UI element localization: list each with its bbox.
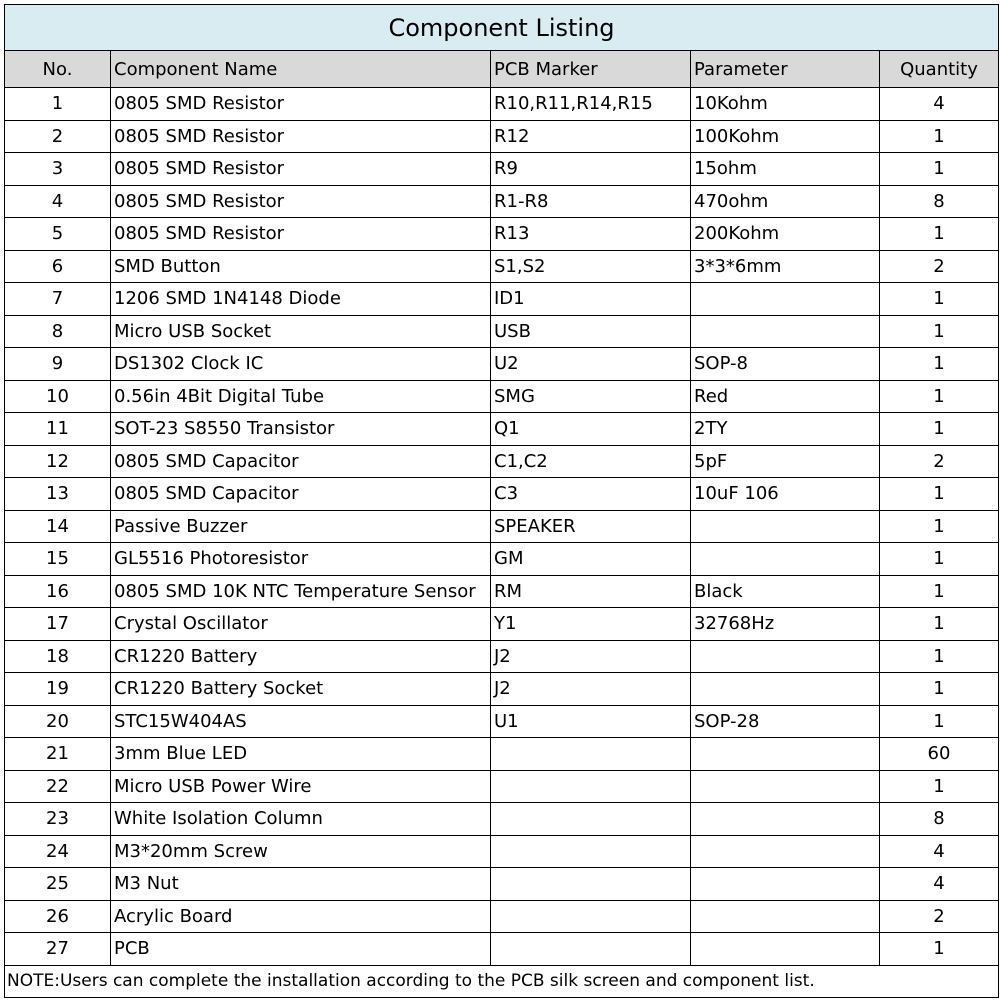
cell-parameter: 10uF 106	[691, 478, 880, 511]
table-row	[5, 738, 999, 771]
table-row	[5, 640, 999, 673]
table-body	[5, 88, 999, 966]
cell-quantity: 4	[880, 88, 999, 121]
cell-no: 22	[5, 770, 111, 803]
cell-component-name: 3mm Blue LED	[111, 738, 491, 771]
cell-no: 7	[5, 283, 111, 316]
table-row	[5, 88, 999, 121]
cell-component-name: Micro USB Power Wire	[111, 770, 491, 803]
table-title: Component Listing	[5, 5, 999, 51]
cell-quantity: 4	[880, 835, 999, 868]
cell-pcb-marker	[491, 900, 691, 933]
table-row	[5, 770, 999, 803]
cell-pcb-marker: R12	[491, 120, 691, 153]
table-row	[5, 478, 999, 511]
cell-component-name: DS1302 Clock IC	[111, 348, 491, 381]
cell-component-name: 0805 SMD Resistor	[111, 153, 491, 186]
table-row	[5, 348, 999, 381]
cell-parameter: Red	[691, 380, 880, 413]
cell-component-name: 0805 SMD Resistor	[111, 120, 491, 153]
cell-quantity: 2	[880, 900, 999, 933]
cell-pcb-marker: U1	[491, 705, 691, 738]
cell-quantity: 1	[880, 478, 999, 511]
cell-parameter: 10Kohm	[691, 88, 880, 121]
header-row	[5, 51, 999, 88]
cell-quantity: 60	[880, 738, 999, 771]
cell-parameter: SOP-28	[691, 705, 880, 738]
cell-no: 5	[5, 218, 111, 251]
cell-no: 4	[5, 185, 111, 218]
table-row	[5, 283, 999, 316]
cell-component-name: 0805 SMD Resistor	[111, 185, 491, 218]
cell-pcb-marker: S1,S2	[491, 250, 691, 283]
cell-pcb-marker: Y1	[491, 608, 691, 641]
cell-quantity: 1	[880, 510, 999, 543]
cell-no: 25	[5, 868, 111, 901]
cell-parameter: 15ohm	[691, 153, 880, 186]
table-row	[5, 153, 999, 186]
cell-component-name: GL5516 Photoresistor	[111, 543, 491, 576]
cell-component-name: 1206 SMD 1N4148 Diode	[111, 283, 491, 316]
cell-quantity: 1	[880, 933, 999, 966]
cell-component-name: CR1220 Battery Socket	[111, 673, 491, 706]
cell-pcb-marker: GM	[491, 543, 691, 576]
cell-parameter	[691, 770, 880, 803]
column-header-no: No.	[5, 51, 111, 88]
cell-quantity: 1	[880, 543, 999, 576]
table-row	[5, 510, 999, 543]
cell-quantity: 1	[880, 153, 999, 186]
cell-pcb-marker: U2	[491, 348, 691, 381]
cell-quantity: 1	[880, 705, 999, 738]
table-row	[5, 120, 999, 153]
cell-pcb-marker	[491, 770, 691, 803]
cell-pcb-marker: SPEAKER	[491, 510, 691, 543]
cell-pcb-marker: C3	[491, 478, 691, 511]
cell-no: 8	[5, 315, 111, 348]
table-row	[5, 575, 999, 608]
table-row	[5, 868, 999, 901]
table-row	[5, 445, 999, 478]
cell-quantity: 1	[880, 315, 999, 348]
cell-parameter	[691, 510, 880, 543]
cell-pcb-marker: J2	[491, 673, 691, 706]
cell-pcb-marker	[491, 803, 691, 836]
cell-no: 9	[5, 348, 111, 381]
column-header-component-name: Component Name	[111, 51, 491, 88]
cell-no: 16	[5, 575, 111, 608]
cell-pcb-marker: R1-R8	[491, 185, 691, 218]
cell-parameter	[691, 835, 880, 868]
table-row	[5, 705, 999, 738]
cell-no: 23	[5, 803, 111, 836]
cell-component-name: STC15W404AS	[111, 705, 491, 738]
cell-pcb-marker: J2	[491, 640, 691, 673]
table-row	[5, 413, 999, 446]
table-row	[5, 933, 999, 966]
cell-quantity: 2	[880, 250, 999, 283]
cell-no: 3	[5, 153, 111, 186]
cell-parameter	[691, 543, 880, 576]
table-row	[5, 900, 999, 933]
table-row	[5, 543, 999, 576]
cell-parameter: 2TY	[691, 413, 880, 446]
component-listing-sheet	[4, 4, 998, 998]
cell-parameter	[691, 933, 880, 966]
cell-pcb-marker: USB	[491, 315, 691, 348]
cell-parameter: 5pF	[691, 445, 880, 478]
cell-component-name: PCB	[111, 933, 491, 966]
cell-component-name: M3*20mm Screw	[111, 835, 491, 868]
cell-quantity: 1	[880, 640, 999, 673]
cell-no: 2	[5, 120, 111, 153]
cell-component-name: Micro USB Socket	[111, 315, 491, 348]
cell-pcb-marker: RM	[491, 575, 691, 608]
cell-component-name: 0805 SMD Resistor	[111, 218, 491, 251]
cell-quantity: 2	[880, 445, 999, 478]
cell-no: 15	[5, 543, 111, 576]
cell-parameter: 100Kohm	[691, 120, 880, 153]
cell-no: 18	[5, 640, 111, 673]
cell-no: 24	[5, 835, 111, 868]
table-row	[5, 608, 999, 641]
cell-parameter: 32768Hz	[691, 608, 880, 641]
table-row	[5, 673, 999, 706]
table-row	[5, 218, 999, 251]
cell-quantity: 1	[880, 380, 999, 413]
component-table	[4, 4, 999, 998]
column-header-quantity: Quantity	[880, 51, 999, 88]
cell-parameter	[691, 868, 880, 901]
table-row	[5, 315, 999, 348]
cell-quantity: 8	[880, 185, 999, 218]
cell-no: 13	[5, 478, 111, 511]
cell-component-name: Acrylic Board	[111, 900, 491, 933]
cell-pcb-marker	[491, 868, 691, 901]
cell-parameter	[691, 673, 880, 706]
cell-quantity: 1	[880, 673, 999, 706]
cell-component-name: 0805 SMD Capacitor	[111, 445, 491, 478]
cell-no: 19	[5, 673, 111, 706]
cell-parameter	[691, 900, 880, 933]
cell-quantity: 1	[880, 283, 999, 316]
cell-parameter: SOP-8	[691, 348, 880, 381]
cell-component-name: 0805 SMD 10K NTC Temperature Sensor	[111, 575, 491, 608]
cell-no: 6	[5, 250, 111, 283]
cell-parameter	[691, 803, 880, 836]
cell-no: 1	[5, 88, 111, 121]
cell-component-name: Passive Buzzer	[111, 510, 491, 543]
cell-pcb-marker	[491, 738, 691, 771]
cell-quantity: 8	[880, 803, 999, 836]
cell-pcb-marker: R10,R11,R14,R15	[491, 88, 691, 121]
cell-quantity: 1	[880, 770, 999, 803]
cell-component-name: 0805 SMD Resistor	[111, 88, 491, 121]
cell-quantity: 1	[880, 608, 999, 641]
cell-parameter	[691, 640, 880, 673]
cell-parameter: 200Kohm	[691, 218, 880, 251]
cell-component-name: 0805 SMD Capacitor	[111, 478, 491, 511]
cell-quantity: 1	[880, 413, 999, 446]
cell-quantity: 1	[880, 348, 999, 381]
cell-no: 14	[5, 510, 111, 543]
note-text: NOTE:Users can complete the installation according to the PCB silk screen and component list.	[5, 965, 999, 997]
cell-component-name: 0.56in 4Bit Digital Tube	[111, 380, 491, 413]
table-row	[5, 835, 999, 868]
cell-parameter: 470ohm	[691, 185, 880, 218]
cell-no: 11	[5, 413, 111, 446]
cell-component-name: Crystal Oscillator	[111, 608, 491, 641]
table-row	[5, 380, 999, 413]
cell-no: 26	[5, 900, 111, 933]
cell-component-name: SOT-23 S8550 Transistor	[111, 413, 491, 446]
cell-pcb-marker: C1,C2	[491, 445, 691, 478]
cell-quantity: 1	[880, 218, 999, 251]
cell-no: 17	[5, 608, 111, 641]
table-row	[5, 250, 999, 283]
cell-parameter: 3*3*6mm	[691, 250, 880, 283]
cell-pcb-marker	[491, 933, 691, 966]
cell-pcb-marker: ID1	[491, 283, 691, 316]
cell-pcb-marker: SMG	[491, 380, 691, 413]
cell-quantity: 1	[880, 575, 999, 608]
cell-no: 27	[5, 933, 111, 966]
column-header-parameter: Parameter	[691, 51, 880, 88]
cell-parameter	[691, 283, 880, 316]
table-row	[5, 185, 999, 218]
cell-no: 10	[5, 380, 111, 413]
cell-no: 21	[5, 738, 111, 771]
cell-component-name: CR1220 Battery	[111, 640, 491, 673]
cell-component-name: White Isolation Column	[111, 803, 491, 836]
cell-component-name: SMD Button	[111, 250, 491, 283]
cell-quantity: 4	[880, 868, 999, 901]
cell-no: 12	[5, 445, 111, 478]
cell-quantity: 1	[880, 120, 999, 153]
cell-parameter	[691, 315, 880, 348]
table-row	[5, 803, 999, 836]
cell-pcb-marker: Q1	[491, 413, 691, 446]
cell-component-name: M3 Nut	[111, 868, 491, 901]
cell-pcb-marker: R13	[491, 218, 691, 251]
column-header-pcb-marker: PCB Marker	[491, 51, 691, 88]
cell-parameter	[691, 738, 880, 771]
cell-pcb-marker	[491, 835, 691, 868]
cell-pcb-marker: R9	[491, 153, 691, 186]
cell-no: 20	[5, 705, 111, 738]
cell-parameter: Black	[691, 575, 880, 608]
